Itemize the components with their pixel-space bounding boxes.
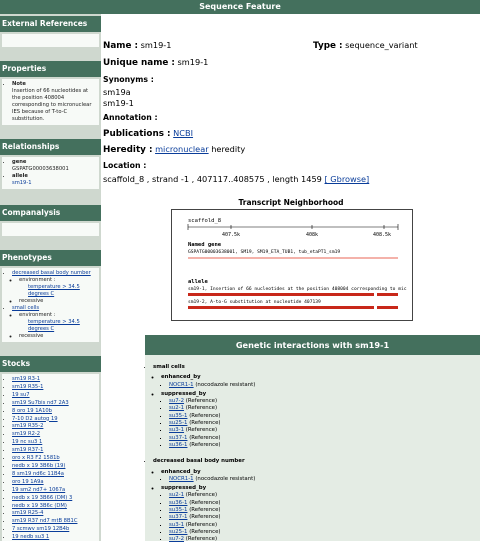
type-value: sequence_variant (345, 40, 418, 50)
stock-item (12, 423, 96, 431)
allele-1-bar[interactable] (188, 293, 374, 296)
interaction-phenotype-label: decreased basal body number (153, 458, 245, 465)
interaction-note: (Reference) (189, 434, 221, 441)
stock-item (12, 503, 96, 511)
interaction-item (169, 492, 480, 499)
suppressed-by-label: suppressed_by (161, 485, 207, 492)
allele-2-bar[interactable] (188, 306, 374, 309)
enhanced-by-label: enhanced_by (161, 374, 201, 381)
interaction-phenotype (153, 364, 480, 449)
stock-list (5, 376, 96, 541)
interaction-link[interactable]: su25-1 (169, 528, 188, 535)
interaction-note: (Reference) (189, 499, 221, 506)
stock-item (12, 392, 96, 400)
transcript-track-svg (172, 210, 412, 320)
interaction-note: (Reference) (189, 441, 221, 448)
name-label: Name : (103, 41, 139, 51)
location-value: scaffold_8 , strand -1 , 407117..408575 , length 1459 (103, 174, 322, 184)
interaction-item (169, 427, 480, 434)
stock-item (12, 384, 96, 392)
ncbi-link[interactable]: NCBI (173, 128, 194, 138)
interaction-item (169, 536, 480, 543)
micronuclear-link[interactable]: micronuclear (155, 144, 209, 154)
interaction-link[interactable]: su36-1 (169, 441, 188, 448)
external-references-box (2, 34, 99, 47)
stock-link[interactable]: oro x R3 F2 1581b (12, 455, 60, 462)
note-text: Insertion of 66 nucleotides at the position 408004 corresponding to micronuclear IES because of T-to-C substitution. (12, 88, 92, 122)
stock-item (12, 439, 96, 447)
interaction-link[interactable]: su25-1 (169, 420, 188, 427)
genetic-interactions-panel (145, 335, 480, 541)
enhanced-by-list (161, 476, 480, 483)
interaction-link[interactable]: su7-2 (169, 536, 185, 543)
transcript-neighborhood-title: Transcript Neighborhood (238, 198, 344, 207)
stock-link[interactable]: nedb x 19 3B66 (DM) 3 (12, 494, 73, 501)
stock-link[interactable]: 19 su7 (12, 391, 30, 398)
sidebar-heading-relationships[interactable]: Relationships (0, 139, 101, 155)
sidebar-heading-properties[interactable]: Properties (0, 61, 101, 77)
interaction-item (169, 507, 480, 514)
allele-1-bar-segment[interactable] (377, 293, 398, 296)
allele-label: allele (12, 173, 28, 179)
stock-item (12, 376, 96, 384)
suppressed-by-list (161, 398, 480, 449)
stock-item (12, 400, 96, 408)
interaction-group (145, 364, 480, 449)
page-header: Sequence Feature (0, 0, 480, 14)
stock-link[interactable]: 19 nc su3 1 (12, 439, 43, 446)
name-value: sm19-1 (140, 40, 172, 50)
unique-name-row (103, 57, 208, 68)
interaction-note: (Reference) (185, 536, 218, 543)
name-row (103, 40, 171, 51)
enhanced-by-group (161, 469, 480, 484)
interaction-note: (Reference) (185, 398, 218, 405)
heredity-label: Heredity : (103, 145, 153, 155)
unique-name-label: Unique name : (103, 58, 175, 68)
stock-link[interactable]: sm19 R37 nd7 mtB 8B1C (12, 518, 78, 525)
stock-link[interactable]: sm19 R35-2 (12, 423, 44, 430)
stock-item (12, 455, 96, 463)
annotation-label (103, 112, 158, 122)
interaction-item (169, 529, 480, 536)
stock-link[interactable]: 19 sm2 nd7+ 1067a (12, 486, 66, 493)
environment-unit[interactable]: degrees C (28, 326, 55, 332)
synonym-2: sm19-1 (103, 98, 134, 108)
synonyms-label (103, 74, 154, 84)
gbrowse-link[interactable]: [ Gbrowse] (324, 174, 370, 184)
stock-link[interactable]: sm19 R25-4 (12, 510, 44, 517)
interaction-note: (nocodazole resistant) (195, 381, 256, 388)
interaction-link[interactable]: NOCR1-1 (169, 381, 194, 388)
stock-item (12, 487, 96, 495)
stock-link[interactable]: 8 oro 19 1A10b (12, 407, 52, 414)
stock-link[interactable]: nedb x 19 3B6b (19) (12, 462, 66, 469)
environment-value[interactable]: temperature > 34.5 (28, 284, 80, 290)
main-content (101, 14, 480, 541)
companalysis-box (2, 223, 99, 236)
interaction-phenotype-label: small cells (153, 364, 185, 370)
interaction-note: (Reference) (185, 405, 218, 412)
sidebar-heading-external-references[interactable]: External References (0, 16, 101, 32)
interaction-phenotype (153, 458, 480, 543)
enhanced-by-list (161, 382, 480, 389)
type-label: Type : (313, 41, 343, 51)
annotation-label-text: Annotation : (103, 113, 158, 122)
interaction-link[interactable]: su7-2 (169, 398, 185, 405)
interaction-note: (nocodazole resistant) (195, 475, 256, 482)
interaction-item (169, 405, 480, 412)
stocks-box (2, 374, 99, 541)
interaction-link[interactable]: su35-1 (169, 412, 188, 419)
interaction-note: (Reference) (185, 521, 218, 528)
interaction-note: (Reference) (189, 420, 221, 427)
interaction-kinds (153, 469, 480, 544)
note-label: Note (12, 81, 26, 87)
interaction-item (169, 476, 480, 483)
unique-name-value: sm19-1 (177, 57, 209, 67)
allele-2-label: sm19-2, A-to-G substitution at nucleotide 407139 (188, 300, 321, 305)
interaction-link[interactable]: su37-1 (169, 514, 188, 521)
interaction-item (169, 442, 480, 449)
interaction-link[interactable]: NOCR1-1 (169, 475, 194, 482)
interaction-link[interactable]: su35-1 (169, 507, 188, 514)
properties-box (2, 79, 99, 125)
interaction-group (145, 458, 480, 543)
stock-item (12, 431, 96, 439)
allele-2-bar-segment[interactable] (377, 306, 398, 309)
interaction-item (169, 500, 480, 507)
interaction-link[interactable]: su2-1 (169, 405, 185, 412)
interaction-link[interactable]: su2-1 (169, 492, 185, 499)
location-label (103, 160, 146, 170)
phenotype-extra: ◦ recessive (19, 333, 96, 340)
interaction-item (169, 522, 480, 529)
phenotype-link-decreased-basal-body-number[interactable]: decreased basal body number (12, 270, 91, 276)
allele-track-label: allele (188, 279, 208, 285)
stock-item (12, 447, 96, 455)
stock-item (12, 463, 96, 471)
interaction-kinds (153, 374, 480, 449)
interaction-item (169, 398, 480, 405)
genetic-interactions-title: Genetic interactions with sm19-1 (145, 335, 480, 355)
environment-label: ◦ environment : (19, 312, 96, 319)
stock-link[interactable]: sm19 R3-1 (12, 376, 41, 382)
environment-label: ◦ environment : (19, 277, 96, 284)
stock-item (12, 526, 96, 534)
gene-label: gene (12, 159, 27, 165)
stock-link[interactable]: sm19 R37-1 (12, 447, 44, 454)
stock-link[interactable]: 8 sm19 nd6c 11B4a (12, 470, 64, 477)
stock-item (12, 518, 96, 526)
sidebar-heading-companalysis[interactable]: Companalysis (0, 205, 101, 221)
interaction-link[interactable]: su36-1 (169, 499, 188, 506)
interaction-note: (Reference) (185, 427, 218, 434)
interaction-note: (Reference) (189, 514, 221, 521)
interaction-note: (Reference) (189, 412, 221, 419)
tick-label-2: 408k (306, 232, 319, 238)
phenotypes-box (2, 268, 99, 342)
suppressed-by-list (161, 492, 480, 543)
environment-unit[interactable]: degrees C (28, 291, 55, 297)
suppressed-by-label: suppressed_by (161, 390, 207, 397)
stock-link[interactable]: sm19 R2-2 (12, 431, 41, 438)
sidebar-heading-phenotypes[interactable]: Phenotypes (0, 250, 101, 266)
suppressed-by-group (161, 485, 480, 543)
publications-label: Publications : (103, 129, 171, 139)
interaction-link[interactable]: su3-1 (169, 427, 185, 434)
stock-link[interactable]: sm19 Su7bis nd7 2A3 (12, 399, 69, 406)
stock-item (12, 510, 96, 518)
named-gene-value: GSPATG00003638001, SM19, SM19_ETA_TUB1, tub_etaPT1_sm19 (188, 250, 341, 255)
environment-value[interactable]: temperature > 34.5 (28, 319, 80, 325)
transcript-neighborhood-panel[interactable] (171, 209, 413, 321)
stock-item (12, 534, 96, 541)
allele-link[interactable]: sm19-1 (12, 180, 32, 186)
stock-item (12, 495, 96, 503)
enhanced-by-group (161, 374, 480, 389)
relationships-box (2, 157, 99, 189)
interaction-item (169, 420, 480, 427)
interaction-item (169, 382, 480, 389)
heredity-row (103, 144, 245, 155)
sidebar (0, 14, 101, 541)
tick-label-1: 407.5k (222, 232, 241, 238)
stock-link[interactable]: 19 nedb su3 1 (12, 534, 50, 541)
phenotype-extra: ◦ recessive (19, 298, 96, 305)
stock-link[interactable]: 7-10 D2 autog 19 (12, 415, 58, 422)
genetic-interactions-list (145, 355, 480, 544)
stock-link[interactable]: sm19 R35-1 (12, 383, 44, 390)
stock-item (12, 408, 96, 416)
location-row (103, 174, 369, 184)
stock-link[interactable]: 7 scmwv sm19 12B4b (12, 526, 70, 533)
location-label-text: Location : (103, 161, 147, 170)
stock-item (12, 416, 96, 424)
stock-link[interactable]: nedb x 19 3B6c (DM) (12, 502, 67, 509)
allele-1-label: sm19-1, Insertion of 66 nucleotides at the position 408004 corresponding to mic (188, 287, 407, 292)
interaction-note: (Reference) (189, 528, 221, 535)
type-row (313, 40, 418, 51)
enhanced-by-label: enhanced_by (161, 468, 201, 475)
track-name: scaffold_8 (188, 218, 222, 224)
stock-link[interactable]: oro 19 1A9a (12, 478, 44, 485)
synonym-1: sm19a (103, 87, 131, 97)
heredity-rest: heredity (208, 144, 246, 154)
interaction-note: (Reference) (185, 492, 218, 499)
interaction-item (169, 413, 480, 420)
interaction-item (169, 435, 480, 442)
stock-item (12, 479, 96, 487)
phenotype-link-small-cells[interactable]: small cells (12, 305, 40, 311)
interaction-link[interactable]: su37-1 (169, 434, 188, 441)
interaction-item (169, 514, 480, 521)
publications-row (103, 128, 193, 139)
gene-value: GSPATG00003638001 (12, 166, 69, 172)
tick-label-3: 408.5k (373, 232, 392, 238)
suppressed-by-group (161, 391, 480, 449)
interaction-link[interactable]: su3-1 (169, 521, 185, 528)
stock-item (12, 471, 96, 479)
synonyms-label-text: Synonyms : (103, 75, 154, 84)
interaction-note: (Reference) (189, 507, 221, 514)
sidebar-heading-stocks[interactable]: Stocks (0, 356, 101, 372)
named-gene-label: Named gene (188, 242, 222, 248)
